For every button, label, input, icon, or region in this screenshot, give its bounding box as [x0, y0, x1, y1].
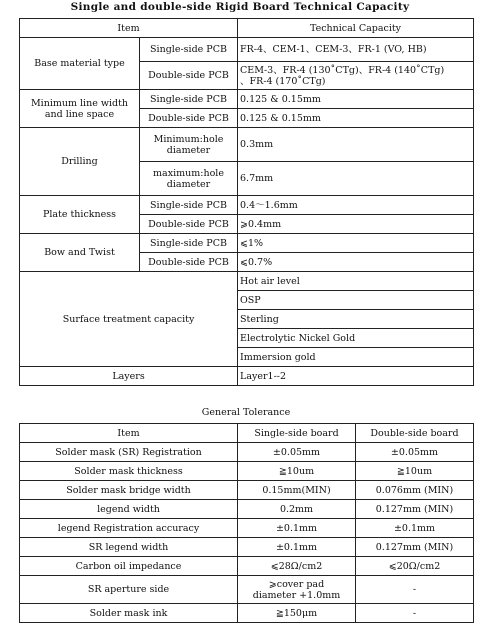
- min-hole-label-line-1: Minimum:hole: [153, 133, 224, 145]
- surface-option: Electrolytic Nickel Gold: [238, 329, 474, 348]
- single-side-label: Single-side PCB: [140, 38, 238, 62]
- table-row: [20, 576, 474, 604]
- min-hole-label-line-2: diameter: [166, 144, 211, 156]
- tolerance-item: legend width: [20, 500, 238, 519]
- line-width-label: [20, 90, 140, 128]
- min-hole-label: [140, 128, 238, 162]
- single-side-label: Single-side PCB: [140, 234, 238, 253]
- max-hole-value: 6.7mm: [238, 162, 474, 196]
- min-hole-value: 0.3mm: [238, 128, 474, 162]
- layers-label: Layers: [20, 367, 238, 386]
- general-tolerance-title: General Tolerance: [201, 407, 291, 418]
- table-row: [20, 557, 474, 576]
- tolerance-single-value: ±0.05mm: [238, 443, 356, 462]
- table-row: [20, 196, 474, 215]
- layers-value: Layer1--2: [238, 367, 474, 386]
- tolerance-single-value: 0.15mm(MIN): [238, 481, 356, 500]
- table-header-row: [20, 424, 474, 443]
- header-item: Item: [20, 424, 238, 443]
- tolerance-item: SR legend width: [20, 538, 238, 557]
- table-row: [20, 481, 474, 500]
- tolerance-item: legend Registration accuracy: [20, 519, 238, 538]
- max-hole-label: [140, 162, 238, 196]
- table-row: [20, 272, 474, 291]
- drilling-label: Drilling: [20, 128, 140, 196]
- surface-option: Immersion gold: [238, 348, 474, 367]
- tolerance-single-value: [238, 576, 356, 604]
- line-width-label-line-2: and line space: [44, 108, 115, 120]
- single-side-label: Single-side PCB: [140, 90, 238, 109]
- double-side-label: Double-side PCB: [140, 109, 238, 128]
- surface-treatment-label: Surface treatment capacity: [20, 272, 238, 367]
- aperture-single-line-1: ⩾cover pad: [268, 578, 325, 590]
- table-row: [20, 500, 474, 519]
- single-side-label: Single-side PCB: [140, 196, 238, 215]
- base-material-label: Base material type: [20, 38, 140, 90]
- header-item: Item: [20, 19, 238, 38]
- tolerance-item: Solder mask thickness: [20, 462, 238, 481]
- tolerance-single-value: ±0.1mm: [238, 538, 356, 557]
- base-material-double-value-line-1: CEM-3、FR-4 (130˚CTg)、FR-4 (140˚CTg): [240, 64, 445, 76]
- tolerance-double-value: ≧10um: [356, 462, 474, 481]
- table-row: [20, 604, 474, 623]
- surface-option: Hot air level: [238, 272, 474, 291]
- table-row: [20, 538, 474, 557]
- table-row: [20, 234, 474, 253]
- tolerance-double-value: 0.076mm (MIN): [356, 481, 474, 500]
- general-tolerance-table: [19, 423, 474, 623]
- tolerance-double-value: 0.127mm (MIN): [356, 538, 474, 557]
- tolerance-double-value: -: [356, 604, 474, 623]
- tolerance-single-value: ⩽28Ω/cm2: [238, 557, 356, 576]
- tolerance-item: Solder mask ink: [20, 604, 238, 623]
- table-row: [20, 367, 474, 386]
- tolerance-double-value: ±0.05mm: [356, 443, 474, 462]
- tolerance-item: Solder mask bridge width: [20, 481, 238, 500]
- tolerance-single-value: ≧10um: [238, 462, 356, 481]
- table-row: [20, 128, 474, 162]
- plate-thickness-label: Plate thickness: [20, 196, 140, 234]
- aperture-single-line-2: diameter +1.0mm: [252, 589, 341, 601]
- header-double-side-board: Double-side board: [356, 424, 474, 443]
- max-hole-label-line-1: maximum:hole: [153, 167, 224, 179]
- tolerance-double-value: ⩽20Ω/cm2: [356, 557, 474, 576]
- technical-capacity-table: [19, 18, 474, 386]
- base-material-double-value-line-2: 、FR-4 (170˚CTg): [240, 75, 326, 87]
- table-header-row: [20, 19, 474, 38]
- surface-option: Sterling: [238, 310, 474, 329]
- line-width-single-value: 0.125 & 0.15mm: [238, 90, 474, 109]
- tolerance-single-value: ±0.1mm: [238, 519, 356, 538]
- plate-thickness-double-value: ⩾0.4mm: [238, 215, 474, 234]
- tolerance-single-value: 0.2mm: [238, 500, 356, 519]
- table-row: [20, 462, 474, 481]
- tolerance-item: Solder mask (SR) Registration: [20, 443, 238, 462]
- table-row: [20, 443, 474, 462]
- max-hole-label-line-2: diameter: [166, 178, 211, 190]
- double-side-label: Double-side PCB: [140, 62, 238, 90]
- tolerance-item: SR aperture side: [20, 576, 238, 604]
- table-row: [20, 519, 474, 538]
- tolerance-single-value: ≧150μm: [238, 604, 356, 623]
- base-material-single-value: FR-4、CEM-1、CEM-3、FR-1 (VO, HB): [238, 38, 474, 62]
- bow-twist-label: Bow and Twist: [20, 234, 140, 272]
- header-single-side-board: Single-side board: [238, 424, 356, 443]
- double-side-label: Double-side PCB: [140, 215, 238, 234]
- page-title: Single and double-side Rigid Board Technical Capacity: [70, 1, 410, 13]
- tolerance-double-value: ±0.1mm: [356, 519, 474, 538]
- line-width-label-line-1: Minimum line width: [30, 97, 129, 109]
- bow-twist-single-value: ⩽1%: [238, 234, 474, 253]
- bow-twist-double-value: ⩽0.7%: [238, 253, 474, 272]
- header-technical-capacity: Technical Capacity: [238, 19, 474, 38]
- tolerance-double-value: -: [356, 576, 474, 604]
- tolerance-double-value: 0.127mm (MIN): [356, 500, 474, 519]
- line-width-double-value: 0.125 & 0.15mm: [238, 109, 474, 128]
- base-material-double-value: [238, 62, 474, 90]
- double-side-label: Double-side PCB: [140, 253, 238, 272]
- tolerance-item: Carbon oil impedance: [20, 557, 238, 576]
- plate-thickness-single-value: 0.4～1.6mm: [238, 196, 474, 215]
- table-row: [20, 38, 474, 62]
- surface-option: OSP: [238, 291, 474, 310]
- table-row: [20, 90, 474, 109]
